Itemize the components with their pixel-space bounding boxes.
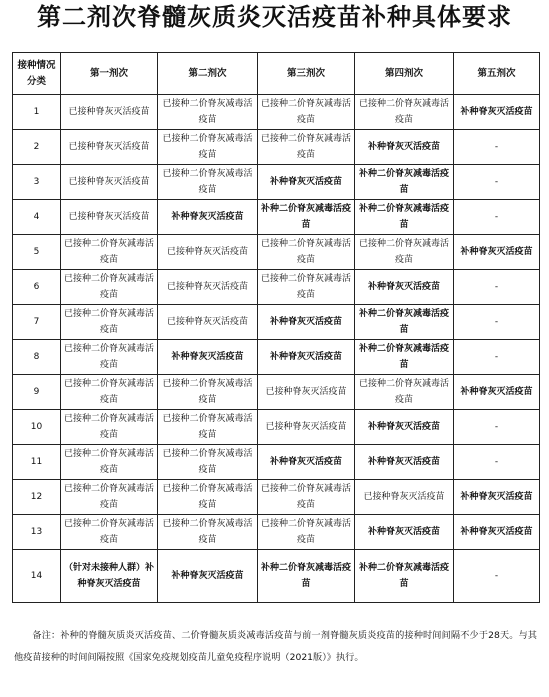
dose-cell-2: 已接种脊灰灭活疫苗 xyxy=(158,235,258,270)
dose-cell-3: 已接种二价脊灰减毒活疫苗 xyxy=(258,130,355,165)
dose-cell-3: 补种脊灰灭活疫苗 xyxy=(258,445,355,480)
dose-cell-2: 已接种二价脊灰减毒活疫苗 xyxy=(158,445,258,480)
dose-cell-3: 补种二价脊灰减毒活疫苗 xyxy=(258,200,355,235)
row-number: 6 xyxy=(13,270,61,305)
dose-cell-4: 补种二价脊灰减毒活疫苗 xyxy=(355,305,454,340)
dose-cell-4: 补种脊灰灭活疫苗 xyxy=(355,410,454,445)
row-number: 7 xyxy=(13,305,61,340)
table-row xyxy=(13,165,540,200)
row-number: 10 xyxy=(13,410,61,445)
dose-cell-2: 已接种二价脊灰减毒活疫苗 xyxy=(158,480,258,515)
dose-cell-4: 已接种脊灰灭活疫苗 xyxy=(355,480,454,515)
header-dose-3: 第三剂次 xyxy=(258,53,355,95)
dose-cell-1: 已接种脊灰灭活疫苗 xyxy=(61,165,158,200)
dose-cell-1: 已接种二价脊灰减毒活疫苗 xyxy=(61,235,158,270)
table-row xyxy=(13,130,540,165)
dose-cell-4: 补种脊灰灭活疫苗 xyxy=(355,445,454,480)
footnote: 备注：补种的脊髓灰质炎灭活疫苗、二价脊髓灰质炎减毒活疫苗与前一剂脊髓灰质炎疫苗的接种时间间隔不少于28天。与其他疫苗接种的时间间隔按照《国家免疫规划疫苗儿童免疫程序说明（2021版）》执行。 xyxy=(14,630,537,663)
row-number: 13 xyxy=(13,515,61,550)
dose-cell-4: 补种二价脊灰减毒活疫苗 xyxy=(355,200,454,235)
header-dose-1: 第一剂次 xyxy=(61,53,158,95)
dose-cell-4: 已接种二价脊灰减毒活疫苗 xyxy=(355,375,454,410)
dose-cell-2: 已接种二价脊灰减毒活疫苗 xyxy=(158,375,258,410)
dose-cell-5: - xyxy=(454,165,540,200)
header-dose-2: 第二剂次 xyxy=(158,53,258,95)
dose-cell-1: 已接种脊灰灭活疫苗 xyxy=(61,130,158,165)
dose-cell-5: 补种脊灰灭活疫苗 xyxy=(454,95,540,130)
dose-cell-1: 已接种二价脊灰减毒活疫苗 xyxy=(61,410,158,445)
dose-cell-3: 已接种脊灰灭活疫苗 xyxy=(258,410,355,445)
dose-cell-2: 已接种脊灰灭活疫苗 xyxy=(158,305,258,340)
dose-cell-3: 已接种二价脊灰减毒活疫苗 xyxy=(258,270,355,305)
dose-cell-5: - xyxy=(454,410,540,445)
vaccination-table xyxy=(12,52,540,603)
dose-cell-2: 补种脊灰灭活疫苗 xyxy=(158,550,258,603)
dose-cell-1: 已接种二价脊灰减毒活疫苗 xyxy=(61,445,158,480)
dose-cell-1: 已接种二价脊灰减毒活疫苗 xyxy=(61,270,158,305)
dose-cell-1: 已接种二价脊灰减毒活疫苗 xyxy=(61,480,158,515)
dose-cell-5: - xyxy=(454,550,540,603)
dose-cell-5: 补种脊灰灭活疫苗 xyxy=(454,480,540,515)
dose-cell-3: 已接种二价脊灰减毒活疫苗 xyxy=(258,480,355,515)
dose-cell-4: 补种脊灰灭活疫苗 xyxy=(355,515,454,550)
row-number: 9 xyxy=(13,375,61,410)
dose-cell-3: 已接种二价脊灰减毒活疫苗 xyxy=(258,515,355,550)
table-row xyxy=(13,305,540,340)
table-row xyxy=(13,550,540,603)
table-row xyxy=(13,445,540,480)
dose-cell-3: 补种脊灰灭活疫苗 xyxy=(258,305,355,340)
header-dose-4: 第四剂次 xyxy=(355,53,454,95)
dose-cell-5: - xyxy=(454,200,540,235)
dose-cell-5: 补种脊灰灭活疫苗 xyxy=(454,515,540,550)
dose-cell-4: 补种脊灰灭活疫苗 xyxy=(355,130,454,165)
dose-cell-3: 补种脊灰灭活疫苗 xyxy=(258,165,355,200)
table-row xyxy=(13,95,540,130)
dose-cell-1: （针对未接种人群）补种脊灰灭活疫苗 xyxy=(61,550,158,603)
table-row xyxy=(13,200,540,235)
header-dose-5: 第五剂次 xyxy=(454,53,540,95)
table-row xyxy=(13,480,540,515)
table-row xyxy=(13,340,540,375)
dose-cell-4: 补种二价脊灰减毒活疫苗 xyxy=(355,165,454,200)
dose-cell-2: 已接种二价脊灰减毒活疫苗 xyxy=(158,165,258,200)
dose-cell-5: 补种脊灰灭活疫苗 xyxy=(454,235,540,270)
dose-cell-1: 已接种二价脊灰减毒活疫苗 xyxy=(61,340,158,375)
row-number: 4 xyxy=(13,200,61,235)
table-row xyxy=(13,375,540,410)
dose-cell-2: 补种脊灰灭活疫苗 xyxy=(158,200,258,235)
dose-cell-1: 已接种二价脊灰减毒活疫苗 xyxy=(61,305,158,340)
dose-cell-5: 补种脊灰灭活疫苗 xyxy=(454,375,540,410)
dose-cell-1: 已接种脊灰灭活疫苗 xyxy=(61,95,158,130)
table-row xyxy=(13,270,540,305)
dose-cell-3: 补种脊灰灭活疫苗 xyxy=(258,340,355,375)
row-number: 8 xyxy=(13,340,61,375)
dose-cell-3: 补种二价脊灰减毒活疫苗 xyxy=(258,550,355,603)
dose-cell-4: 已接种二价脊灰减毒活疫苗 xyxy=(355,95,454,130)
dose-cell-2: 已接种二价脊灰减毒活疫苗 xyxy=(158,95,258,130)
table-body xyxy=(13,95,540,603)
table-row xyxy=(13,515,540,550)
table-header-row xyxy=(13,53,540,95)
dose-cell-4: 补种二价脊灰减毒活疫苗 xyxy=(355,340,454,375)
dose-cell-1: 已接种二价脊灰减毒活疫苗 xyxy=(61,375,158,410)
row-number: 1 xyxy=(13,95,61,130)
dose-cell-5: - xyxy=(454,445,540,480)
dose-cell-3: 已接种二价脊灰减毒活疫苗 xyxy=(258,235,355,270)
dose-cell-2: 补种脊灰灭活疫苗 xyxy=(158,340,258,375)
row-number: 14 xyxy=(13,550,61,603)
row-number: 2 xyxy=(13,130,61,165)
dose-cell-2: 已接种二价脊灰减毒活疫苗 xyxy=(158,410,258,445)
dose-cell-5: - xyxy=(454,270,540,305)
row-number: 5 xyxy=(13,235,61,270)
dose-cell-3: 已接种二价脊灰减毒活疫苗 xyxy=(258,95,355,130)
table-row xyxy=(13,235,540,270)
dose-cell-2: 已接种二价脊灰减毒活疫苗 xyxy=(158,515,258,550)
dose-cell-5: - xyxy=(454,130,540,165)
dose-cell-4: 补种二价脊灰减毒活疫苗 xyxy=(355,550,454,603)
header-category: 接种情况分类 xyxy=(13,53,61,95)
dose-cell-2: 已接种脊灰灭活疫苗 xyxy=(158,270,258,305)
dose-cell-1: 已接种脊灰灭活疫苗 xyxy=(61,200,158,235)
dose-cell-2: 已接种二价脊灰减毒活疫苗 xyxy=(158,130,258,165)
row-number: 3 xyxy=(13,165,61,200)
row-number: 11 xyxy=(13,445,61,480)
dose-cell-5: - xyxy=(454,340,540,375)
dose-cell-3: 已接种脊灰灭活疫苗 xyxy=(258,375,355,410)
dose-cell-4: 已接种二价脊灰减毒活疫苗 xyxy=(355,235,454,270)
dose-cell-4: 补种脊灰灭活疫苗 xyxy=(355,270,454,305)
dose-cell-5: - xyxy=(454,305,540,340)
dose-cell-1: 已接种二价脊灰减毒活疫苗 xyxy=(61,515,158,550)
row-number: 12 xyxy=(13,480,61,515)
page-title: 第二剂次脊髓灰质炎灭活疫苗补种具体要求 xyxy=(37,2,512,31)
table-row xyxy=(13,410,540,445)
